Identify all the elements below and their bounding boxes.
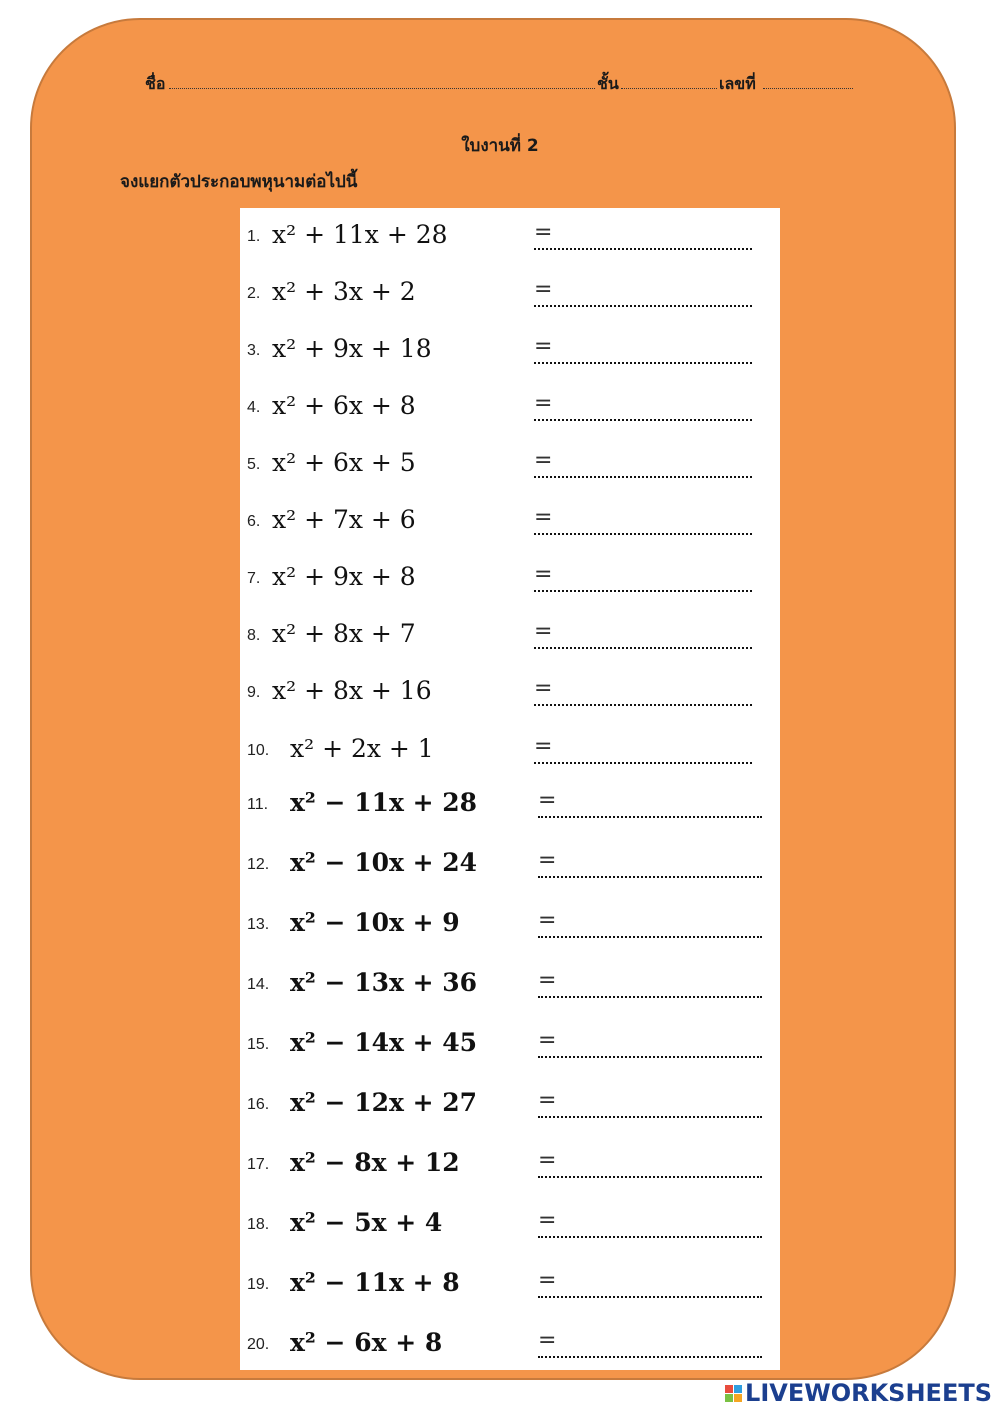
problem-expression: x² − 8x + 12 <box>290 1148 460 1177</box>
name-label: ชื่อ <box>145 74 166 93</box>
instruction-text: จงแยกตัวประกอบพหุนามต่อไปนี้ <box>120 172 358 192</box>
problem-row <box>240 1144 780 1184</box>
problem-number: 7. <box>247 570 261 587</box>
problem-expression: x² − 10x + 24 <box>290 848 478 877</box>
problem-number: 18. <box>247 1216 270 1233</box>
equals-sign: = <box>534 277 553 302</box>
problem-number: 6. <box>247 513 261 530</box>
equals-sign: = <box>538 968 557 993</box>
problem-row <box>240 216 780 256</box>
brand-name: LIVEWORKSHEETS <box>745 1379 992 1407</box>
problem-row <box>240 501 780 541</box>
problem-expression: x² + 3x + 2 <box>272 277 416 306</box>
equals-sign: = <box>534 734 553 759</box>
number-label: เลขที่ <box>719 74 756 93</box>
answer-field[interactable] <box>538 1296 762 1298</box>
problem-number: 20. <box>247 1336 270 1353</box>
class-field[interactable] <box>621 72 717 89</box>
equals-sign: = <box>538 1028 557 1053</box>
problem-row <box>240 1204 780 1244</box>
problem-row <box>240 1024 780 1064</box>
brand-logo-icon <box>725 1385 742 1402</box>
answer-field[interactable] <box>538 1176 762 1178</box>
problem-number: 2. <box>247 285 261 302</box>
problem-row <box>240 1264 780 1304</box>
number-field[interactable] <box>763 72 853 89</box>
class-label: ชั้น <box>597 74 619 93</box>
problem-row <box>240 964 780 1004</box>
problem-row <box>240 1084 780 1124</box>
equals-sign: = <box>534 220 553 245</box>
equals-sign: = <box>538 1328 557 1353</box>
answer-field[interactable] <box>538 1356 762 1358</box>
problem-row <box>240 730 780 770</box>
answer-field[interactable] <box>534 762 752 764</box>
equals-sign: = <box>538 848 557 873</box>
student-info-line <box>145 72 855 102</box>
problem-expression: x² − 14x + 45 <box>290 1028 478 1057</box>
problem-row <box>240 672 780 712</box>
problem-number: 16. <box>247 1096 270 1113</box>
problem-number: 19. <box>247 1276 270 1293</box>
answer-field[interactable] <box>538 936 762 938</box>
problem-expression: x² + 11x + 28 <box>272 220 448 249</box>
problem-number: 3. <box>247 342 261 359</box>
equals-sign: = <box>534 676 553 701</box>
answer-field[interactable] <box>534 533 752 535</box>
equals-sign: = <box>534 391 553 416</box>
answer-field[interactable] <box>534 704 752 706</box>
equals-sign: = <box>534 334 553 359</box>
answer-field[interactable] <box>538 1056 762 1058</box>
problem-number: 5. <box>247 456 261 473</box>
equals-sign: = <box>538 1208 557 1233</box>
problem-row <box>240 1324 780 1364</box>
problem-expression: x² − 10x + 9 <box>290 908 460 937</box>
problem-number: 8. <box>247 627 261 644</box>
problem-expression: x² + 7x + 6 <box>272 505 416 534</box>
problem-expression: x² + 6x + 8 <box>272 391 416 420</box>
problem-number: 11. <box>247 796 269 813</box>
problem-expression: x² + 9x + 18 <box>272 334 432 363</box>
answer-field[interactable] <box>534 419 752 421</box>
equals-sign: = <box>538 908 557 933</box>
problem-sheet <box>240 208 780 1370</box>
problem-number: 14. <box>247 976 270 993</box>
problem-number: 4. <box>247 399 261 416</box>
equals-sign: = <box>534 619 553 644</box>
problem-number: 1. <box>247 228 261 245</box>
problem-row <box>240 558 780 598</box>
problem-row <box>240 330 780 370</box>
answer-field[interactable] <box>534 248 752 250</box>
worksheet-title: ใบงานที่ 2 <box>461 136 539 156</box>
problem-number: 17. <box>247 1156 270 1173</box>
problem-row <box>240 273 780 313</box>
answer-field[interactable] <box>538 816 762 818</box>
answer-field[interactable] <box>534 305 752 307</box>
problem-expression: x² + 2x + 1 <box>290 734 434 763</box>
brand-watermark <box>725 1379 992 1407</box>
equals-sign: = <box>538 1148 557 1173</box>
problem-expression: x² + 9x + 8 <box>272 562 416 591</box>
equals-sign: = <box>534 448 553 473</box>
answer-field[interactable] <box>538 996 762 998</box>
answer-field[interactable] <box>538 1236 762 1238</box>
problem-row <box>240 444 780 484</box>
problem-expression: x² − 13x + 36 <box>290 968 478 997</box>
problem-expression: x² + 8x + 7 <box>272 619 416 648</box>
problem-expression: x² − 11x + 8 <box>290 1268 460 1297</box>
answer-field[interactable] <box>538 876 762 878</box>
problem-number: 13. <box>247 916 270 933</box>
problem-row <box>240 844 780 884</box>
equals-sign: = <box>538 788 557 813</box>
problem-row <box>240 784 780 824</box>
answer-field[interactable] <box>534 590 752 592</box>
problem-expression: x² − 11x + 28 <box>290 788 478 817</box>
answer-field[interactable] <box>534 647 752 649</box>
problem-expression: x² − 6x + 8 <box>290 1328 443 1357</box>
problem-number: 15. <box>247 1036 270 1053</box>
equals-sign: = <box>534 562 553 587</box>
problem-row <box>240 615 780 655</box>
problem-row <box>240 904 780 944</box>
problem-number: 12. <box>247 856 270 873</box>
problem-row <box>240 387 780 427</box>
problem-number: 9. <box>247 684 261 701</box>
problem-expression: x² − 12x + 27 <box>290 1088 478 1117</box>
problem-expression: x² − 5x + 4 <box>290 1208 443 1237</box>
equals-sign: = <box>538 1088 557 1113</box>
equals-sign: = <box>534 505 553 530</box>
answer-field[interactable] <box>538 1116 762 1118</box>
equals-sign: = <box>538 1268 557 1293</box>
problem-number: 10. <box>247 742 270 759</box>
problem-expression: x² + 8x + 16 <box>272 676 432 705</box>
answer-field[interactable] <box>534 476 752 478</box>
answer-field[interactable] <box>534 362 752 364</box>
problem-expression: x² + 6x + 5 <box>272 448 416 477</box>
name-field[interactable] <box>169 72 595 89</box>
